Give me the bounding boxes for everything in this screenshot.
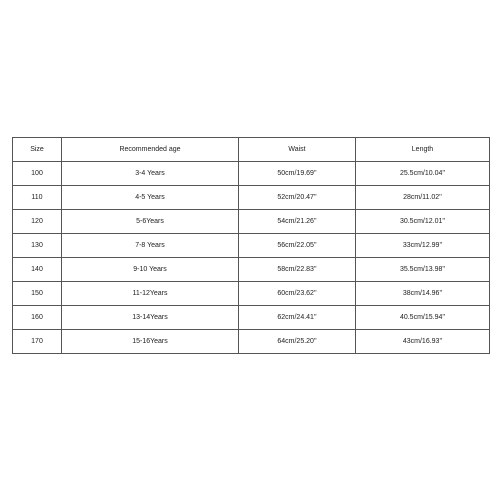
header-row [13,138,490,162]
table-row [13,258,490,282]
size-chart-table [12,137,490,354]
cell-waist: 50cm/19.69'' [239,162,356,186]
table-header [13,138,490,162]
cell-size: 160 [13,306,62,330]
cell-waist: 64cm/25.20'' [239,330,356,354]
table-row [13,234,490,258]
cell-size: 100 [13,162,62,186]
cell-length: 35.5cm/13.98'' [356,258,490,282]
cell-size: 170 [13,330,62,354]
cell-length: 25.5cm/10.04'' [356,162,490,186]
cell-size: 150 [13,282,62,306]
cell-age: 13-14Years [62,306,239,330]
cell-waist: 56cm/22.05'' [239,234,356,258]
cell-length: 38cm/14.96'' [356,282,490,306]
table-row [13,186,490,210]
cell-age: 3-4 Years [62,162,239,186]
table-row [13,210,490,234]
cell-age: 11-12Years [62,282,239,306]
table-row [13,330,490,354]
cell-length: 43cm/16.93'' [356,330,490,354]
cell-age: 7-8 Years [62,234,239,258]
table-row [13,282,490,306]
header-size: Size [13,138,62,162]
cell-size: 140 [13,258,62,282]
header-recommended-age: Recommended age [62,138,239,162]
cell-size: 130 [13,234,62,258]
table-row [13,162,490,186]
cell-age: 15-16Years [62,330,239,354]
table-body [13,162,490,354]
cell-waist: 62cm/24.41'' [239,306,356,330]
cell-length: 40.5cm/15.94'' [356,306,490,330]
cell-size: 120 [13,210,62,234]
cell-length: 33cm/12.99'' [356,234,490,258]
cell-size: 110 [13,186,62,210]
table-row [13,306,490,330]
cell-waist: 52cm/20.47'' [239,186,356,210]
cell-waist: 60cm/23.62'' [239,282,356,306]
cell-length: 28cm/11.02'' [356,186,490,210]
cell-waist: 54cm/21.26'' [239,210,356,234]
header-waist: Waist [239,138,356,162]
header-length: Length [356,138,490,162]
cell-age: 5-6Years [62,210,239,234]
cell-age: 9-10 Years [62,258,239,282]
cell-waist: 58cm/22.83'' [239,258,356,282]
cell-length: 30.5cm/12.01'' [356,210,490,234]
cell-age: 4-5 Years [62,186,239,210]
